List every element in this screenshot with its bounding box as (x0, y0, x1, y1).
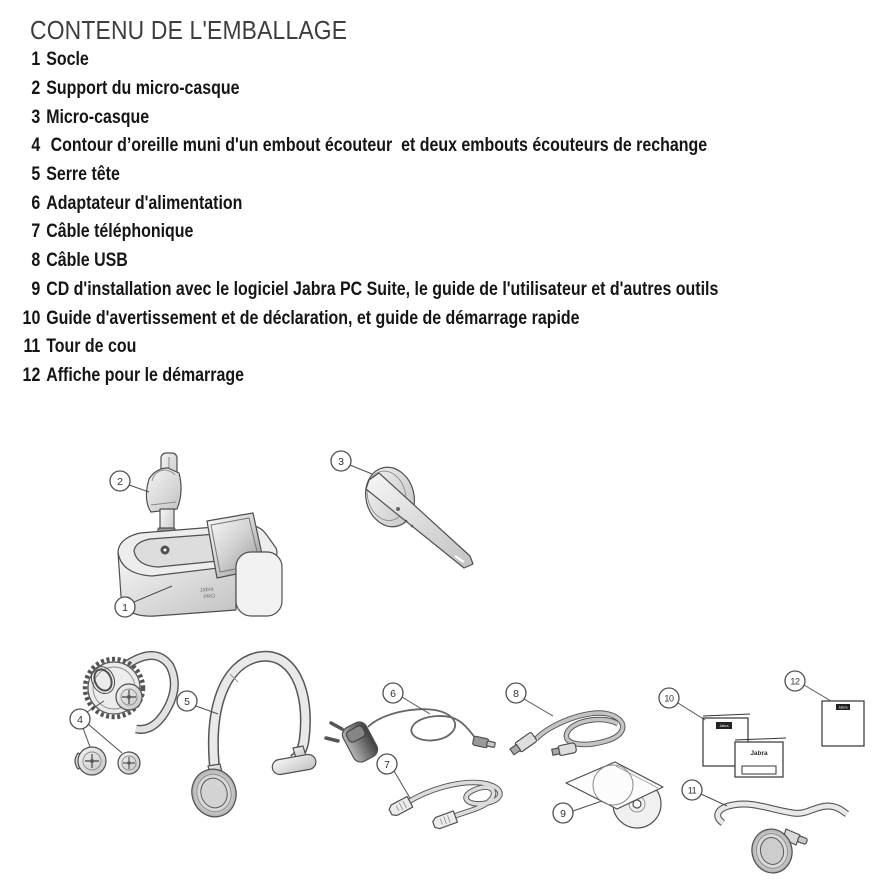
figure-ear-hook (85, 655, 174, 729)
item-number: 1 (31, 49, 41, 71)
item-label: Câble téléphonique (46, 221, 194, 243)
page-title: CONTENU DE L'EMBALLAGE (30, 15, 348, 45)
list-item (0, 46, 753, 75)
figure-poster (822, 701, 864, 746)
svg-text:2: 2 (117, 476, 123, 488)
callout-8 (506, 683, 553, 716)
svg-text:Jabra: Jabra (838, 705, 848, 710)
item-number: 2 (31, 78, 41, 100)
callout-6 (383, 683, 430, 714)
list-item (0, 218, 753, 247)
figure-usb-cable (509, 713, 623, 757)
figure-headset-holder (146, 453, 181, 543)
figure-guides (703, 714, 786, 777)
list-item (0, 304, 753, 333)
list-item (0, 189, 753, 218)
item-number: 8 (31, 250, 41, 272)
item-number: 7 (31, 221, 41, 243)
package-contents-list (0, 46, 896, 390)
item-label: Serre tête (46, 164, 120, 186)
item-label: Micro-casque (46, 106, 150, 128)
callout-12 (785, 671, 831, 701)
svg-text:5: 5 (184, 696, 190, 708)
svg-text:3: 3 (338, 456, 344, 468)
svg-text:PRO: PRO (203, 593, 216, 601)
item-label: CD d'installation avec le logiciel Jabra PC Suite, le guide de l'utilisateur et d'autres outils (46, 278, 719, 300)
list-item (0, 132, 753, 161)
svg-text:9: 9 (560, 808, 566, 820)
svg-text:8: 8 (513, 688, 519, 700)
figure-ear-buds (75, 747, 140, 775)
list-item (0, 362, 753, 391)
item-label: Contour d’oreille muni d'un embout écouteur et deux embouts écouteurs de rechange (46, 135, 708, 157)
list-item (0, 333, 753, 362)
svg-text:6: 6 (390, 688, 396, 700)
callout-9 (553, 801, 602, 823)
svg-text:Jabra: Jabra (750, 750, 768, 757)
list-item (0, 75, 753, 104)
item-number: 9 (31, 278, 41, 300)
item-label: Support du micro-casque (46, 78, 240, 100)
item-label: Câble USB (46, 250, 128, 272)
item-label: Tour de cou (46, 336, 137, 358)
figure-headband (186, 656, 317, 822)
svg-text:11: 11 (687, 785, 697, 796)
callout-10 (659, 688, 705, 720)
list-item (0, 161, 753, 190)
item-label: Adaptateur d'alimentation (46, 192, 243, 214)
item-label: Guide d'avertissement et de déclaration, et guide de démarrage rapide (46, 307, 580, 329)
item-number: 6 (31, 192, 41, 214)
list-item (0, 247, 753, 276)
item-number: 12 (22, 364, 41, 386)
list-item (0, 276, 753, 305)
item-label: Socle (46, 49, 89, 71)
svg-text:4: 4 (77, 714, 83, 726)
callout-7 (377, 754, 410, 798)
svg-text:7: 7 (384, 759, 390, 771)
callout-3 (331, 451, 372, 474)
svg-text:Jabra: Jabra (199, 586, 214, 594)
item-number: 11 (23, 336, 41, 358)
package-contents-diagram (0, 430, 896, 892)
svg-text:10: 10 (664, 693, 674, 704)
item-number: 4 (31, 135, 41, 157)
figure-base-station (118, 513, 282, 616)
item-number: 5 (31, 164, 41, 186)
svg-text:Jabra: Jabra (719, 724, 729, 728)
figure-power-adapter (326, 709, 496, 765)
list-item (0, 103, 753, 132)
item-label: Affiche pour le démarrage (46, 364, 244, 386)
svg-text:1: 1 (122, 602, 128, 614)
figure-cd (566, 762, 663, 828)
figure-headset (359, 462, 473, 568)
callout-2 (110, 471, 149, 492)
item-number: 3 (31, 106, 41, 128)
svg-text:12: 12 (790, 676, 800, 687)
callout-11 (682, 780, 727, 806)
figure-neckband (718, 804, 847, 877)
item-number: 10 (22, 307, 41, 329)
